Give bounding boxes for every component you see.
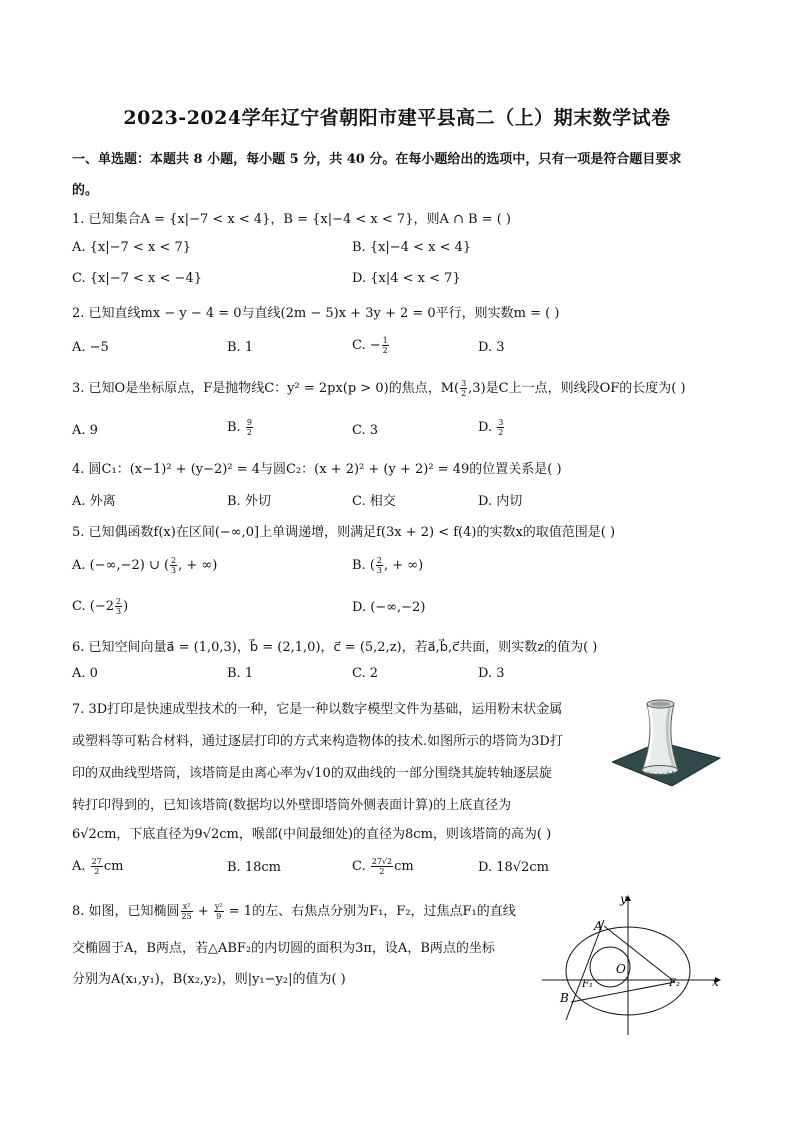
ellipse-diagram [540,890,730,1040]
question-8-line1: 8. 如图，已知椭圆 $\frac{\text{x²}}{25}$ + $\frac{\text{y²}}{9}$ = 1的左、右焦点分别为F₁，F₂，过焦点F₁的直线 [72,902,516,921]
question-2-option-a: A. −5 [72,340,109,355]
question-5-option-d: D. (−∞,−2) [352,600,426,615]
question-2-option-d: D. 3 [478,340,505,355]
question-5-option-b: B. ( $\frac{2}{3}$ , + ∞) [352,556,424,575]
question-3-option-d: D. $\frac{3}{2}$ [478,418,504,437]
section-heading-line2: 的。 [72,183,99,198]
chord-line [566,920,604,1020]
question-1-option-d: D. {x|4 < x < 7} [352,271,461,286]
question-4-option-c: C. 相交 [352,494,396,509]
question-1-option-c: C. {x|−7 < x < −4} [72,271,202,286]
question-7-line5: 6√2cm，下底直径为9√2cm，喉部(中间最细处)的直径为8cm，则该塔筒的高为( ) [72,827,552,842]
page-title: 2023-2024学年辽宁省朝阳市建平县高二（上）期末数学试卷 [123,107,671,129]
question-3-stem: 3. 已知O是坐标原点，F是抛物线C：y² = 2px(p > 0)的焦点，M( $\frac{3}{2}$ ,3)是C上一点，则线段OF的长度为( ) [72,379,686,398]
question-7-line3: 印的双曲线型塔筒，该塔筒是由离心率为√10的双曲线的一部分围绕其旋转轴逐层旋 [72,766,552,781]
question-5-stem: 5. 已知偶函数f(x)在区间(−∞,0]上单调递增，则满足f(3x + 2) < f(4)的实数x的取值范围是( ) [72,525,616,540]
question-8-line2: 交椭圆于A，B两点，若△ABF₂的内切圆的面积为3π，设A，B两点的坐标 [72,941,495,956]
question-3-option-a: A. 9 [72,423,98,438]
point-b-label: B [560,991,569,1005]
question-1-stem: 1. 已知集合A = {x|−7 < x < 4}，B = {x|−4 < x < 7}，则A ∩ B = ( ) [72,212,511,227]
question-6-option-a: A. 0 [72,666,98,681]
question-7-option-d: D. 18√2cm [478,860,549,875]
question-1-option-a: A. {x|−7 < x < 7} [72,240,191,255]
question-3-option-b: B. $\frac{9}{2}$ [227,418,252,437]
question-2-stem: 2. 已知直线mx − y − 4 = 0与直线(2m − 5)x + 3y + 2 = 0平行，则实数m = ( ) [72,306,560,321]
question-3-option-c: C. 3 [352,423,379,438]
question-4-option-a: A. 外离 [72,494,116,509]
question-7-line4: 转打印得到的，已知该塔筒(数据均以外壁即塔筒外侧表面计算)的上底直径为 [72,798,512,813]
origin-label: O [616,962,626,976]
section-heading-line1: 一、单选题：本题共 8 小题，每小题 5 分，共 40 分。在每小题给出的选项中，只有一项是符合题目要求 [72,152,682,167]
question-4-stem: 4. 圆C₁：(x−1)² + (y−2)² = 4与圆C₂：(x + 2)² + (y + 2)² = 49的位置关系是( ) [72,462,562,477]
y-axis-label: y [620,892,627,906]
question-7-option-c: C. $\frac{27√2}{2}$ cm [352,857,414,876]
point-a-label: A [594,919,603,933]
question-5-option-c: C. (−2 $\frac{2}{3}$ ) [72,597,129,616]
question-5-option-a: A. (−∞,−2) ∪ ( $\frac{2}{3}$ , + ∞) [72,556,218,575]
question-2-option-b: B. 1 [227,340,254,355]
x-axis-label: x [712,975,719,989]
question-8-line3: 分别为A(x₁,y₁)，B(x₂,y₂)，则|y₁−y₂|的值为( ) [72,972,346,987]
focus-f2-label: F₂ [669,978,680,989]
question-2-option-c: C. − $\frac{1}{2}$ [352,336,388,355]
question-6-option-d: D. 3 [478,666,505,681]
question-6-option-b: B. 1 [227,666,254,681]
question-7-option-a: A. $\frac{27}{2}$ cm [72,857,124,876]
question-6-option-c: C. 2 [352,666,379,681]
segment-af2 [604,926,675,982]
focus-f1-label: F₁ [582,979,593,990]
question-7-line2: 或塑料等可粘合材料，通过逐层打印的方式来构造物体的技术.如图所示的塔筒为3D打 [72,734,563,749]
question-7-line1: 7. 3D打印是快速成型技术的一种，它是一种以数字模型文件为基础，运用粉末状金属 [72,702,563,717]
hyperbolic-tower-image [612,690,722,790]
question-4-option-d: D. 内切 [478,494,523,509]
question-6-stem: 6. 已知空间向量a⃗ = (1,0,3)，b⃗ = (2,1,0)，c⃗ = (5,2,z)，若a⃗,b⃗,c⃗共面，则实数z的值为( ) [72,640,598,655]
question-4-option-b: B. 外切 [227,494,271,509]
question-7-option-b: B. 18cm [227,860,281,875]
question-1-option-b: B. {x|−4 < x < 4} [352,240,472,255]
